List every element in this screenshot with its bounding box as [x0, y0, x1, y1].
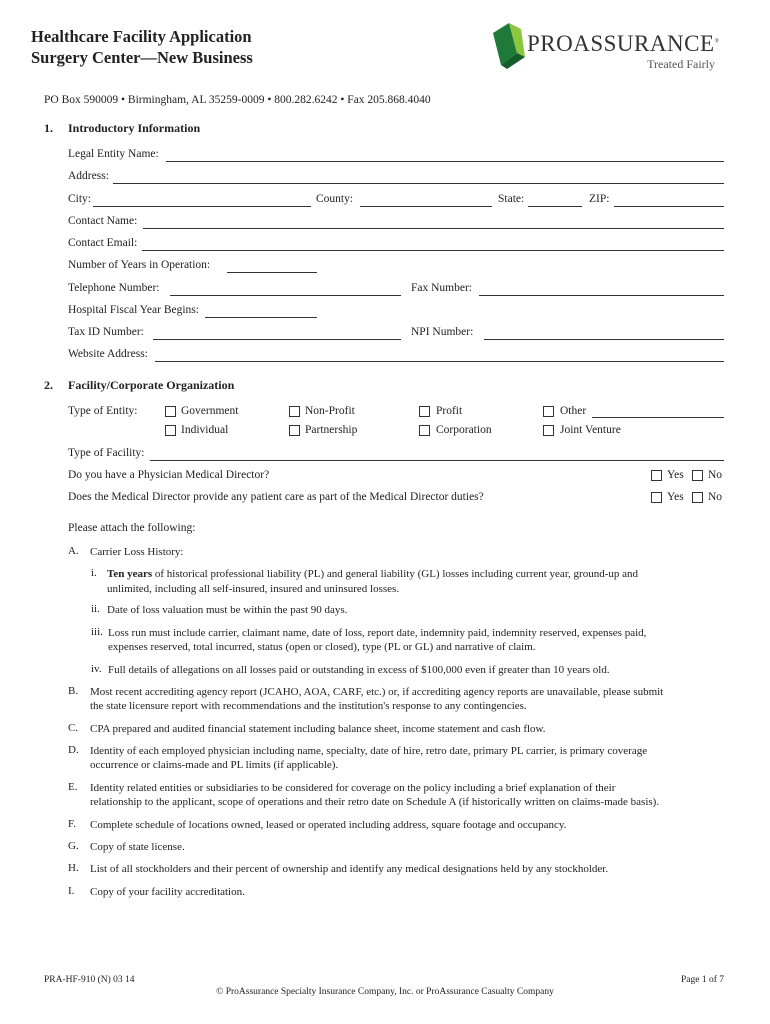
other-label: Other [560, 405, 587, 417]
q2-yes-label: Yes [667, 491, 684, 503]
other-field[interactable] [592, 417, 724, 418]
npi-label: NPI Number: [411, 326, 474, 338]
profit-checkbox[interactable] [419, 406, 430, 417]
contact-email-label: Contact Email: [68, 237, 138, 249]
joint-venture-checkbox[interactable] [543, 425, 554, 436]
website-label: Website Address: [68, 348, 148, 360]
city-field[interactable] [93, 206, 311, 207]
county-field[interactable] [360, 206, 492, 207]
section-1-number: 1. [44, 121, 53, 135]
section-2-title: Facility/Corporate Organization [68, 378, 235, 392]
corporation-label: Corporation [436, 424, 492, 436]
contact-name-label: Contact Name: [68, 215, 138, 227]
item-g-text: Copy of state license. [90, 841, 185, 853]
partnership-label: Partnership [305, 424, 358, 436]
q2-yes-checkbox[interactable] [651, 492, 662, 503]
proassurance-logo [487, 19, 727, 75]
corporation-checkbox[interactable] [419, 425, 430, 436]
item-i-marker: i. [91, 567, 97, 579]
item-ii-marker: ii. [91, 603, 100, 615]
q1-no-label: No [708, 469, 723, 481]
years-operation-label: Number of Years in Operation: [68, 259, 211, 271]
item-i-letter-marker: I. [68, 885, 75, 897]
telephone-field[interactable] [170, 295, 401, 296]
title-line-1: Healthcare Facility Application [31, 27, 252, 46]
item-a-text: Carrier Loss History: [90, 546, 184, 558]
item-h-marker: H. [68, 862, 79, 874]
q2-no-checkbox[interactable] [692, 492, 703, 503]
item-g-marker: G. [68, 840, 79, 852]
item-iii-marker: iii. [91, 626, 103, 638]
brand-name [527, 31, 720, 57]
tax-id-field[interactable] [153, 339, 401, 340]
patient-care-question: Does the Medical Director provide any patient care as part of the Medical Director duties? [68, 491, 484, 503]
page-number: Page 1 of 7 [680, 975, 724, 985]
item-h-text: List of all stockholders and their percent of ownership and identify any medical designations held by any stockholder. [90, 863, 609, 875]
tax-id-label: Tax ID Number: [68, 326, 144, 338]
type-of-facility-field[interactable] [150, 460, 724, 461]
website-field[interactable] [155, 361, 724, 362]
item-d-text-2: occurrence or claims-made and PL limits (if applicable). [90, 759, 339, 771]
state-field[interactable] [528, 206, 582, 207]
fax-label: Fax Number: [411, 282, 473, 294]
form-code: PRA-HF-910 (N) 03 14 [44, 975, 135, 985]
medical-director-question: Do you have a Physician Medical Director? [68, 469, 270, 481]
q1-yes-label: Yes [667, 469, 684, 481]
address-field[interactable] [113, 183, 724, 184]
item-i-text-2: unlimited, including all self-insured, insured and uninsured losses. [107, 583, 400, 595]
joint-venture-label: Joint Venture [560, 424, 621, 436]
city-label: City: [68, 193, 92, 205]
form-title [31, 26, 253, 68]
item-i-bold: Ten years [107, 568, 153, 580]
type-of-facility-label: Type of Facility: [68, 447, 145, 459]
item-e-marker: E. [68, 781, 78, 793]
item-iv-marker: iv. [91, 663, 102, 675]
government-label: Government [181, 405, 239, 417]
item-i-rest: of historical professional liability (PL) and general liability (GL) losses including current year, ground-up and [152, 568, 638, 580]
brand-tagline: Treated Fairly [647, 57, 715, 71]
item-a-marker: A. [68, 545, 79, 557]
telephone-label: Telephone Number: [68, 282, 160, 294]
item-i-letter-text: Copy of your facility accreditation. [90, 886, 245, 898]
item-b-marker: B. [68, 685, 79, 697]
section-2-number: 2. [44, 378, 53, 392]
contact-email-field[interactable] [142, 250, 724, 251]
individual-label: Individual [181, 424, 229, 436]
non-profit-label: Non-Profit [305, 405, 355, 417]
item-ii-text: Date of loss valuation must be within the past 90 days. [107, 604, 348, 616]
fiscal-year-label: Hospital Fiscal Year Begins: [68, 304, 199, 316]
other-checkbox[interactable] [543, 406, 554, 417]
company-address: PO Box 590009 • Birmingham, AL 35259-0009 • 800.282.6242 • Fax 205.868.4040 [44, 94, 431, 106]
item-iv-text: Full details of allegations on all losses paid or outstanding in excess of $100,000 even if greater than 10 years old. [108, 664, 610, 676]
brand-trademark: ® [714, 38, 720, 45]
item-b-text: Most recent accrediting agency report (JCAHO, AOA, CARF, etc.) or, if accrediting agency reports are unavailable, please submit [90, 686, 664, 698]
non-profit-checkbox[interactable] [289, 406, 300, 417]
item-f-text: Complete schedule of locations owned, leased or operated including address, square footage and occupancy. [90, 819, 567, 831]
fax-field[interactable] [479, 295, 724, 296]
item-iii-text: Loss run must include carrier, claimant name, date of loss, report date, indemnity paid, indemnity reserved, expenses paid, [108, 627, 647, 639]
item-b-text-2: the state licensure report with recommendations and the institution's response to any contingencies. [90, 700, 527, 712]
logo-leaf-icon [487, 19, 527, 71]
brand-text: PROASSURANCE [527, 31, 715, 56]
title-line-2: Surgery Center—New Business [31, 48, 253, 67]
zip-field[interactable] [614, 206, 724, 207]
address-label: Address: [68, 170, 109, 182]
individual-checkbox[interactable] [165, 425, 176, 436]
copyright-notice: © ProAssurance Specialty Insurance Company, Inc. or ProAssurance Casualty Company [216, 987, 554, 997]
q1-yes-checkbox[interactable] [651, 470, 662, 481]
item-e-text: Identity related entities or subsidiaries to be considered for coverage on the policy including a brief explanation of their [90, 782, 616, 794]
section-1-title: Introductory Information [68, 121, 201, 135]
npi-field[interactable] [484, 339, 724, 340]
legal-entity-field[interactable] [166, 161, 724, 162]
q1-no-checkbox[interactable] [692, 470, 703, 481]
state-label: State: [498, 193, 525, 205]
partnership-checkbox[interactable] [289, 425, 300, 436]
item-d-marker: D. [68, 744, 79, 756]
profit-label: Profit [436, 405, 463, 417]
fiscal-year-field[interactable] [205, 317, 317, 318]
item-d-text: Identity of each employed physician including name, specialty, date of hire, retro date, primary PL carrier, is primary coverage [90, 745, 648, 757]
item-c-text: CPA prepared and audited financial statement including balance sheet, income statement and cash flow. [90, 723, 546, 735]
legal-entity-label: Legal Entity Name: [68, 148, 159, 160]
county-label: County: [316, 193, 354, 205]
attach-intro: Please attach the following: [68, 522, 196, 534]
item-f-marker: F. [68, 818, 76, 830]
item-i-text [107, 567, 727, 581]
item-e-text-2: relationship to the applicant, scope of operations and their retro date on Schedule A (if historically written on claims-made basis). [90, 796, 660, 808]
item-iii-text-2: expenses reserved, total incurred, status (open or closed), type (PL or GL) and narrative of claim. [108, 641, 536, 653]
contact-name-field[interactable] [143, 228, 724, 229]
zip-label: ZIP: [589, 193, 610, 205]
q2-no-label: No [708, 491, 723, 503]
type-of-entity-label: Type of Entity: [68, 405, 138, 417]
item-c-marker: C. [68, 722, 79, 734]
government-checkbox[interactable] [165, 406, 176, 417]
years-operation-field[interactable] [227, 272, 317, 273]
